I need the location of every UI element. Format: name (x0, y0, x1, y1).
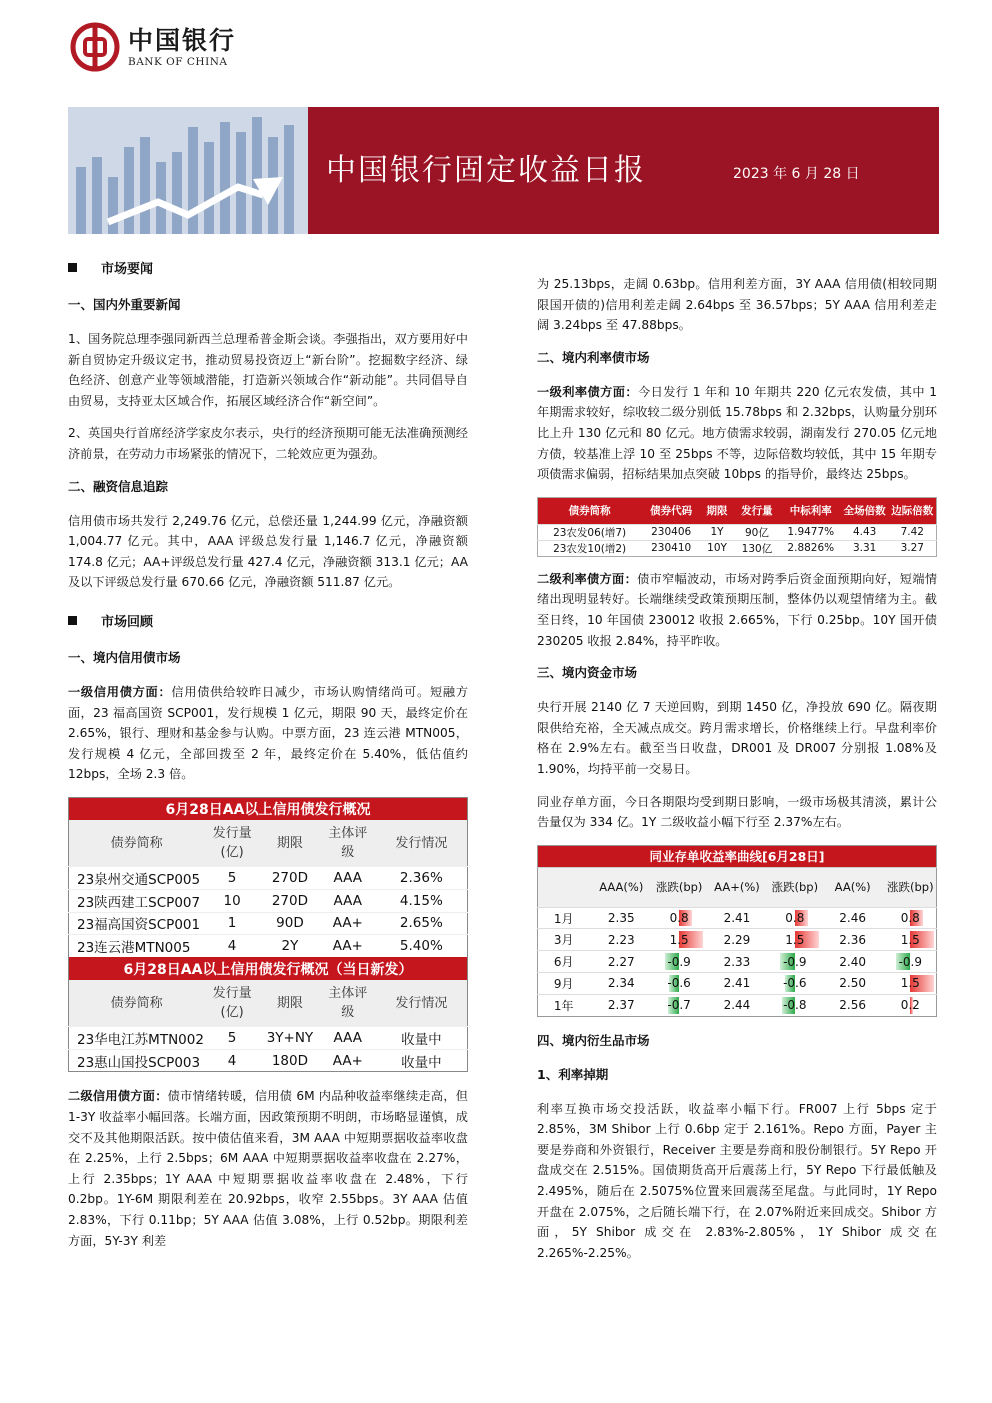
credit-issuance-table (68, 797, 468, 1073)
money-paragraph-2: 同业存单方面，今日各期限均受到期日影响，一级市场极其清淡，累计公告量仅为 334 亿。1Y 二级收益小幅下行至 2.37%左右。 (537, 794, 937, 830)
secondary-credit-paragraph: 二级信用债方面：债市情绪转暖，信用债 6M 内品种收益率继续走高，但 1-3Y 收益率小幅回落。长端方面，因政策预期不明朗，市场略显谨慎，成交不及其他期限活跃。按中债估值来看，3M AAA 中短期票据收益率收盘在 2.25%，上行 2.5bps；6M AAA 中短期票据收益率收盘在 2.27%，上行 2.35bps；1Y AAA 中短期票据收益率收盘在 2.48%，下行 0.2bp。1Y-6M 期限利差在 20.92bps，收窄 2.55bps。3Y AAA 估值 2.83%，下行 0.11bp；5Y AAA 估值 3.08%，上行 0.52bp。期限利差方面，5Y-3Y 利差 (68, 1089, 468, 1248)
bank-logo (70, 22, 236, 72)
bank-of-china-logo-icon (70, 22, 120, 72)
curve-tenor-cell: 6月 (538, 951, 590, 973)
subsection-rate-bond: 二、境内利率债市场 (537, 349, 650, 365)
spread-paragraph: 为 25.13bps，走阔 0.63bp。信用利差方面，3Y AAA 信用债(相较同期限国开债的)信用利差走阔 2.64bps 至 36.57bps；5Y AAA 信用利差走阔 3.24bps 至 47.88bps。 (537, 277, 937, 333)
derivatives-paragraph: 利率互换市场交投活跃，收益率小幅下行。FR007 上行 5bps 定于 2.85%，3M Shibor 上行 0.6bp 定于 2.161%。Repo 方面，Payer 主要是券商和外资银行，Receiver 主要是券商和股份制银行。5Y Repo 开盘成交在 2.515%。国债期货高开后震荡上行，5Y Repo 下行最低触及 2.495%，随后在 2.5075%位置来回震荡至尾盘。与此同时，1Y Repo 开盘在 2.075%，之后随长端下行，在 2.07%附近来回成交。Shibor 方面，5Y Shibor 成交在 2.83%-2.805%，1Y Shibor 成交在 2.265%-2.25%。 (537, 1101, 937, 1260)
section-market-news: 市场要闻 (68, 258, 468, 277)
curve-change-cell: -0.6 (769, 973, 821, 995)
table-row: 23福高国资SCP001 1 90D AA+ 2.65% (69, 912, 468, 935)
left-column (68, 250, 468, 1263)
curve-change-cell: 1.5 (769, 929, 821, 951)
curve-change-cell: 0.8 (769, 907, 821, 929)
primary-rate-paragraph: 一级利率债方面：今日发行 1 年和 10 年期共 220 亿元农发债，其中 1 年期需求较好，综收较二级分别低 15.78bps 和 2.32bps，认购量分别环比上升 130 亿元和 80 亿元。地方债需求较弱，湖南发行 270.05 亿元地方债，较基准上浮 10 至 25bps 不等，边际倍数均较低，其中 15 年期专项债需求偏弱，招标结果加点突破 10bps 的指导价，最终达 25bps。 (537, 384, 937, 482)
primary-credit-paragraph: 一级信用债方面：信用债供给较昨日减少，市场认购情绪尚可。短融方面，23 福高国资 SCP001，发行规模 1 亿元，期限 90 天，最终定价在 2.65%，银行、理财和基金参与认购。中票方面，23 连云港 MTN005，发行规模 4 亿元，全部回拨至 2 年，最终定价在 5.40%，低估值约 12bps，全场 2.3 倍。 (68, 684, 469, 782)
curve-change-cell: -0.6 (653, 973, 705, 995)
curve-value-cell: 2.46 (821, 907, 885, 929)
curve-change-cell: 1.5 (885, 929, 937, 951)
growth-chart-art-icon (68, 107, 308, 234)
curve-change-cell: -0.9 (653, 951, 705, 973)
curve-table-header: AAA(%) 涨跌(bp) AA+(%) 涨跌(bp) AA(%) 涨跌(bp) (538, 867, 937, 907)
table-row (538, 994, 937, 1016)
subsection-news: 一、国内外重要新闻 (68, 297, 181, 312)
curve-value-cell: 2.35 (589, 907, 653, 929)
table-row (538, 929, 937, 951)
subsection-financing: 二、融资信息追踪 (68, 478, 169, 494)
ncd-yield-curve-table (537, 845, 937, 1017)
curve-value-cell: 2.44 (705, 994, 769, 1016)
curve-value-cell: 2.29 (705, 929, 769, 951)
table-row (538, 973, 937, 995)
curve-value-cell: 2.36 (821, 929, 885, 951)
table-row: 23陕西建工SCP007 10 270D AAA 4.15% (69, 890, 468, 913)
table-row: 23农发10(增2) 230410 10Y 130亿 2.8826% 3.31 3.27 (538, 540, 937, 556)
curve-value-cell: 2.40 (821, 951, 885, 973)
table-row: 23华电江苏MTN002 5 3Y+NY AAA 收量中 (69, 1027, 468, 1050)
subsection-money-market: 三、境内资金市场 (537, 665, 638, 681)
table-row (538, 907, 937, 929)
table-row: 23连云港MTN005 4 2Y AA+ 5.40% (69, 935, 468, 958)
report-banner (68, 107, 939, 234)
table-row: 23农发06(增7) 230406 1Y 90亿 1.9477% 4.43 7.42 (538, 524, 937, 540)
bank-name-en: BANK OF CHINA (128, 56, 228, 68)
table-row (538, 951, 937, 973)
table-row: 23泉州交通SCP005 5 270D AAA 2.36% (69, 867, 468, 890)
curve-change-cell: 0.2 (885, 994, 937, 1016)
curve-value-cell: 2.56 (821, 994, 885, 1016)
curve-change-cell: 1.5 (885, 973, 937, 995)
bond-table-header: 债券简称 债券代码 期限 发行量 中标利率 全场倍数 边际倍数 (538, 497, 937, 524)
subsection-derivatives: 四、境内衍生品市场 (537, 1032, 650, 1048)
rate-bond-issuance-table (537, 497, 937, 557)
curve-change-cell: -0.7 (653, 994, 705, 1016)
news-item-2: 2、英国央行首席经济学家皮尔表示，央行的经济预期可能无法准确预测经济前景，在劳动力市场紧张的情况下，二轮效应更为强劲。 (68, 426, 468, 461)
secondary-rate-paragraph: 二级利率债方面：债市窄幅波动，市场对跨季后资金面预期向好，短端情绪出现明显转好。长端继续受政策预期压制，整体仍以观望情绪为主。截至日终，10 年国债 230012 收报 2.665%，下行 0.25bp。10Y 国开债 230205 收报 2.84%，持平昨收。 (537, 571, 938, 648)
curve-change-cell: 1.5 (653, 929, 705, 951)
curve-table-title: 同业存单收益率曲线[6月28日] (538, 845, 937, 867)
credit-table-title-new: 6月28日AA以上信用债发行概况（当日新发） (69, 957, 468, 980)
report-title: 中国银行固定收益日报 (326, 153, 646, 188)
bank-name-cn: 中国银行 (128, 26, 237, 55)
credit-table-header: 债券简称 发行量(亿) 期限 主体评级 发行情况 (69, 980, 468, 1027)
curve-tenor-cell: 1年 (538, 994, 590, 1016)
section-market-review: 市场回顾 (68, 611, 468, 630)
money-paragraph-1: 央行开展 2140 亿 7 天逆回购，到期 1450 亿，净投放 690 亿。隔夜期限供给充裕，全天减点成交。跨月需求增长，价格继续上行。早盘利率价格在 2.9%左右。截至当日收盘，DR001 及 DR007 分别报 1.08%及 1.90%，均持平前一交易日。 (537, 700, 937, 776)
news-item-1: 1、国务院总理李强同新西兰总理希普金斯会谈。李强指出，双方要用好中新自贸协定升级议定书，推动贸易投资迈上“新台阶”。挖掘数字经济、绿色经济、创意产业等领域潜能，打造新兴领域合作“新动能”。共同倡导自由贸易，支持亚太区域合作，拓展区域经济合作“新空间”。 (68, 332, 468, 408)
credit-table-title: 6月28日AA以上信用债发行概况 (69, 797, 468, 820)
curve-value-cell: 2.33 (705, 951, 769, 973)
report-date: 2023 年 6 月 28 日 (733, 166, 860, 182)
table-row: 23惠山国投SCP003 4 180D AA+ 收量中 (69, 1049, 468, 1072)
curve-tenor-cell: 3月 (538, 929, 590, 951)
curve-change-cell: -0.8 (769, 994, 821, 1016)
credit-table-header: 债券简称 发行量(亿) 期限 主体评级 发行情况 (69, 820, 468, 867)
curve-change-cell: 0.8 (653, 907, 705, 929)
curve-value-cell: 2.34 (589, 973, 653, 995)
subsection-credit-bond: 一、境内信用债市场 (68, 649, 181, 665)
curve-value-cell: 2.50 (821, 973, 885, 995)
curve-value-cell: 2.37 (589, 994, 653, 1016)
curve-change-cell: -0.9 (885, 951, 937, 973)
curve-value-cell: 2.27 (589, 951, 653, 973)
curve-tenor-cell: 1月 (538, 907, 590, 929)
right-column (537, 274, 937, 1275)
curve-value-cell: 2.41 (705, 973, 769, 995)
curve-value-cell: 2.23 (589, 929, 653, 951)
curve-change-cell: -0.9 (769, 951, 821, 973)
curve-value-cell: 2.41 (705, 907, 769, 929)
subsection-irs: 1、利率掉期 (537, 1066, 609, 1082)
financing-paragraph: 信用债市场共发行 2,249.76 亿元，总偿还量 1,244.99 亿元，净融资额 1,004.77 亿元。其中，AAA 评级总发行量 1,146.7 亿元，净融资额 174.8 亿元；AA+评级总发行量 427.4 亿元，净融资额 313.1 亿元；AA 及以下评级总发行量 670.66 亿元，净融资额 511.87 亿元。 (68, 513, 468, 590)
curve-change-cell: 0.8 (885, 907, 937, 929)
curve-tenor-cell: 9月 (538, 973, 590, 995)
